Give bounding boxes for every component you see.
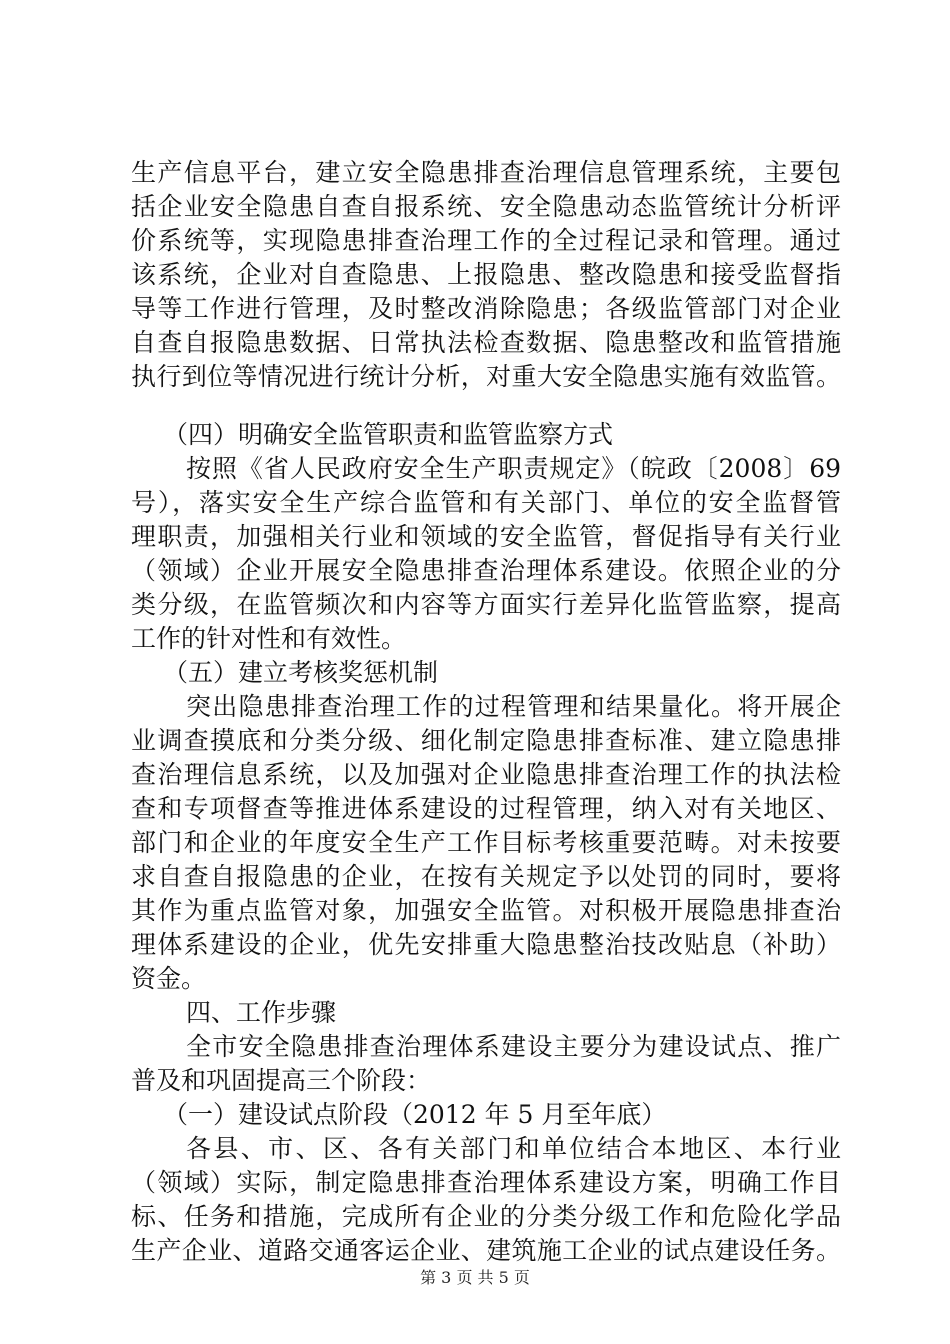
paragraph-line: 该系统，企业对自查隐患、上报隐患、整改隐患和接受监督指: [131, 260, 841, 289]
paragraph-line: （领域）实际，制定隐患排查治理体系建设方案，明确工作目: [131, 1168, 841, 1197]
paragraph-line: 全市安全隐患排查治理体系建设主要分为建设试点、推广: [186, 1032, 841, 1061]
paragraph-line: 查治理信息系统，以及加强对企业隐患排查治理工作的执法检: [131, 760, 841, 789]
paragraph-line: 突出隐患排查治理工作的过程管理和结果量化。将开展企: [186, 692, 841, 721]
paragraph-line: 查和专项督查等推进体系建设的过程管理，纳入对有关地区、: [131, 794, 841, 823]
paragraph-line: （领域）企业开展安全隐患排查治理体系建设。依照企业的分: [131, 556, 841, 585]
paragraph-line: 理职责，加强相关行业和领域的安全监管，督促指导有关行业: [131, 522, 841, 551]
section-heading: （五）建立考核奖惩机制: [163, 658, 439, 687]
page-footer: 第 3 页 共 5 页: [420, 1268, 530, 1287]
paragraph-line: 括企业安全隐患自查自报系统、安全隐患动态监管统计分析评: [131, 192, 841, 221]
section-heading: （一）建设试点阶段（2012 年 5 月至年底）: [163, 1100, 667, 1129]
paragraph-line: 执行到位等情况进行统计分析，对重大安全隐患实施有效监管。: [131, 362, 841, 391]
paragraph-line: 类分级，在监管频次和内容等方面实行差异化监管监察，提高: [131, 590, 841, 619]
paragraph-line: 标、任务和措施，完成所有企业的分类分级工作和危险化学品: [131, 1202, 841, 1231]
paragraph-line: 各县、市、区、各有关部门和单位结合本地区、本行业: [186, 1134, 841, 1163]
paragraph-line: 其作为重点监管对象，加强安全监管。对积极开展隐患排查治: [131, 896, 841, 925]
section-heading: 四、工作步骤: [186, 998, 337, 1027]
paragraph-line: 业调查摸底和分类分级、细化制定隐患排查标准、建立隐患排: [131, 726, 841, 755]
section-heading: （四）明确安全监管职责和监管监察方式: [163, 420, 614, 449]
paragraph-line: 价系统等，实现隐患排查治理工作的全过程记录和管理。通过: [131, 226, 841, 255]
paragraph-line: 生产企业、道路交通客运企业、建筑施工企业的试点建设任务。: [131, 1236, 841, 1265]
paragraph-line: 导等工作进行管理，及时整改消除隐患；各级监管部门对企业: [131, 294, 841, 323]
paragraph-line: 部门和企业的年度安全生产工作目标考核重要范畴。对未按要: [131, 828, 841, 857]
paragraph-line: 生产信息平台，建立安全隐患排查治理信息管理系统，主要包: [131, 158, 841, 187]
paragraph-line: 按照《省人民政府安全生产职责规定》（皖政〔2008〕69: [186, 454, 841, 483]
paragraph-line: 工作的针对性和有效性。: [131, 624, 407, 653]
paragraph-line: 普及和巩固提高三个阶段：: [131, 1066, 432, 1095]
paragraph-line: 号），落实安全生产综合监管和有关部门、单位的安全监督管: [131, 488, 841, 517]
paragraph-line: 自查自报隐患数据、日常执法检查数据、隐患整改和监管措施: [131, 328, 841, 357]
paragraph-line: 求自查自报隐患的企业，在按有关规定予以处罚的同时，要将: [131, 862, 841, 891]
paragraph-line: 资金。: [131, 964, 207, 993]
paragraph-line: 理体系建设的企业，优先安排重大隐患整治技改贴息（补助）: [131, 930, 841, 959]
